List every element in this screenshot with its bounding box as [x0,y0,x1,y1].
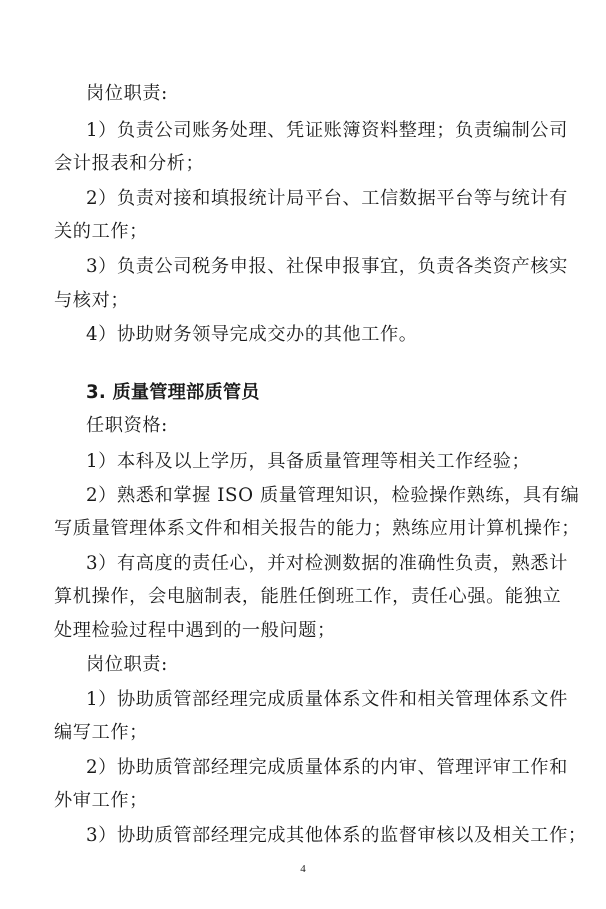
duty-item-2: 2）负责对接和填报统计局平台、工信数据平台等与统计有 [86,188,568,209]
duty-item-4: 4）协助财务领导完成交办的其他工作。 [86,324,418,345]
qualification-item-1: 1）本科及以上学历，具备质量管理等相关工作经验； [86,451,531,472]
section-heading: 3. 质量管理部质管员 [86,382,260,403]
duty-item-2-cont: 关的工作； [54,221,148,242]
section-label-duties: 岗位职责: [86,83,168,104]
duty-item-1: 1）负责公司账务处理、凭证账簿资料整理；负责编制公司 [86,120,568,141]
qualification-item-2-cont: 写质量管理体系文件和相关报告的能力；熟练应用计算机操作； [54,518,581,539]
duty2-item-2: 2）协助质管部经理完成质量体系的内审、管理评审工作和 [86,757,568,778]
qualification-item-2: 2）熟悉和掌握 ISO 质量管理知识，检验操作熟练，具有编 [86,485,580,506]
duty2-item-1: 1）协助质管部经理完成质量体系文件和相关管理体系文件 [86,689,568,710]
duty-item-3: 3）负责公司税务申报、社保申报事宜，负责各类资产核实 [86,256,568,277]
page-number: 4 [300,863,306,875]
qualification-item-3-cont-1: 算机操作，会电脑制表，能胜任倒班工作，责任心强。能独立 [54,586,562,607]
duty-item-3-cont: 与核对； [54,290,130,311]
duty2-item-1-cont: 编写工作； [54,722,148,743]
qualification-item-3-cont-2: 处理检验过程中遇到的一般问题； [54,620,336,641]
duty2-item-2-cont: 外审工作； [54,790,148,811]
duty2-item-3: 3）协助质管部经理完成其他体系的监督审核以及相关工作； [86,825,587,846]
section-label-qualifications: 任职资格: [86,415,168,436]
qualification-item-3: 3）有高度的责任心，并对检测数据的准确性负责，熟悉计 [86,553,568,574]
section-label-duties-2: 岗位职责: [86,654,168,675]
duty-item-1-cont: 会计报表和分析； [54,153,205,174]
